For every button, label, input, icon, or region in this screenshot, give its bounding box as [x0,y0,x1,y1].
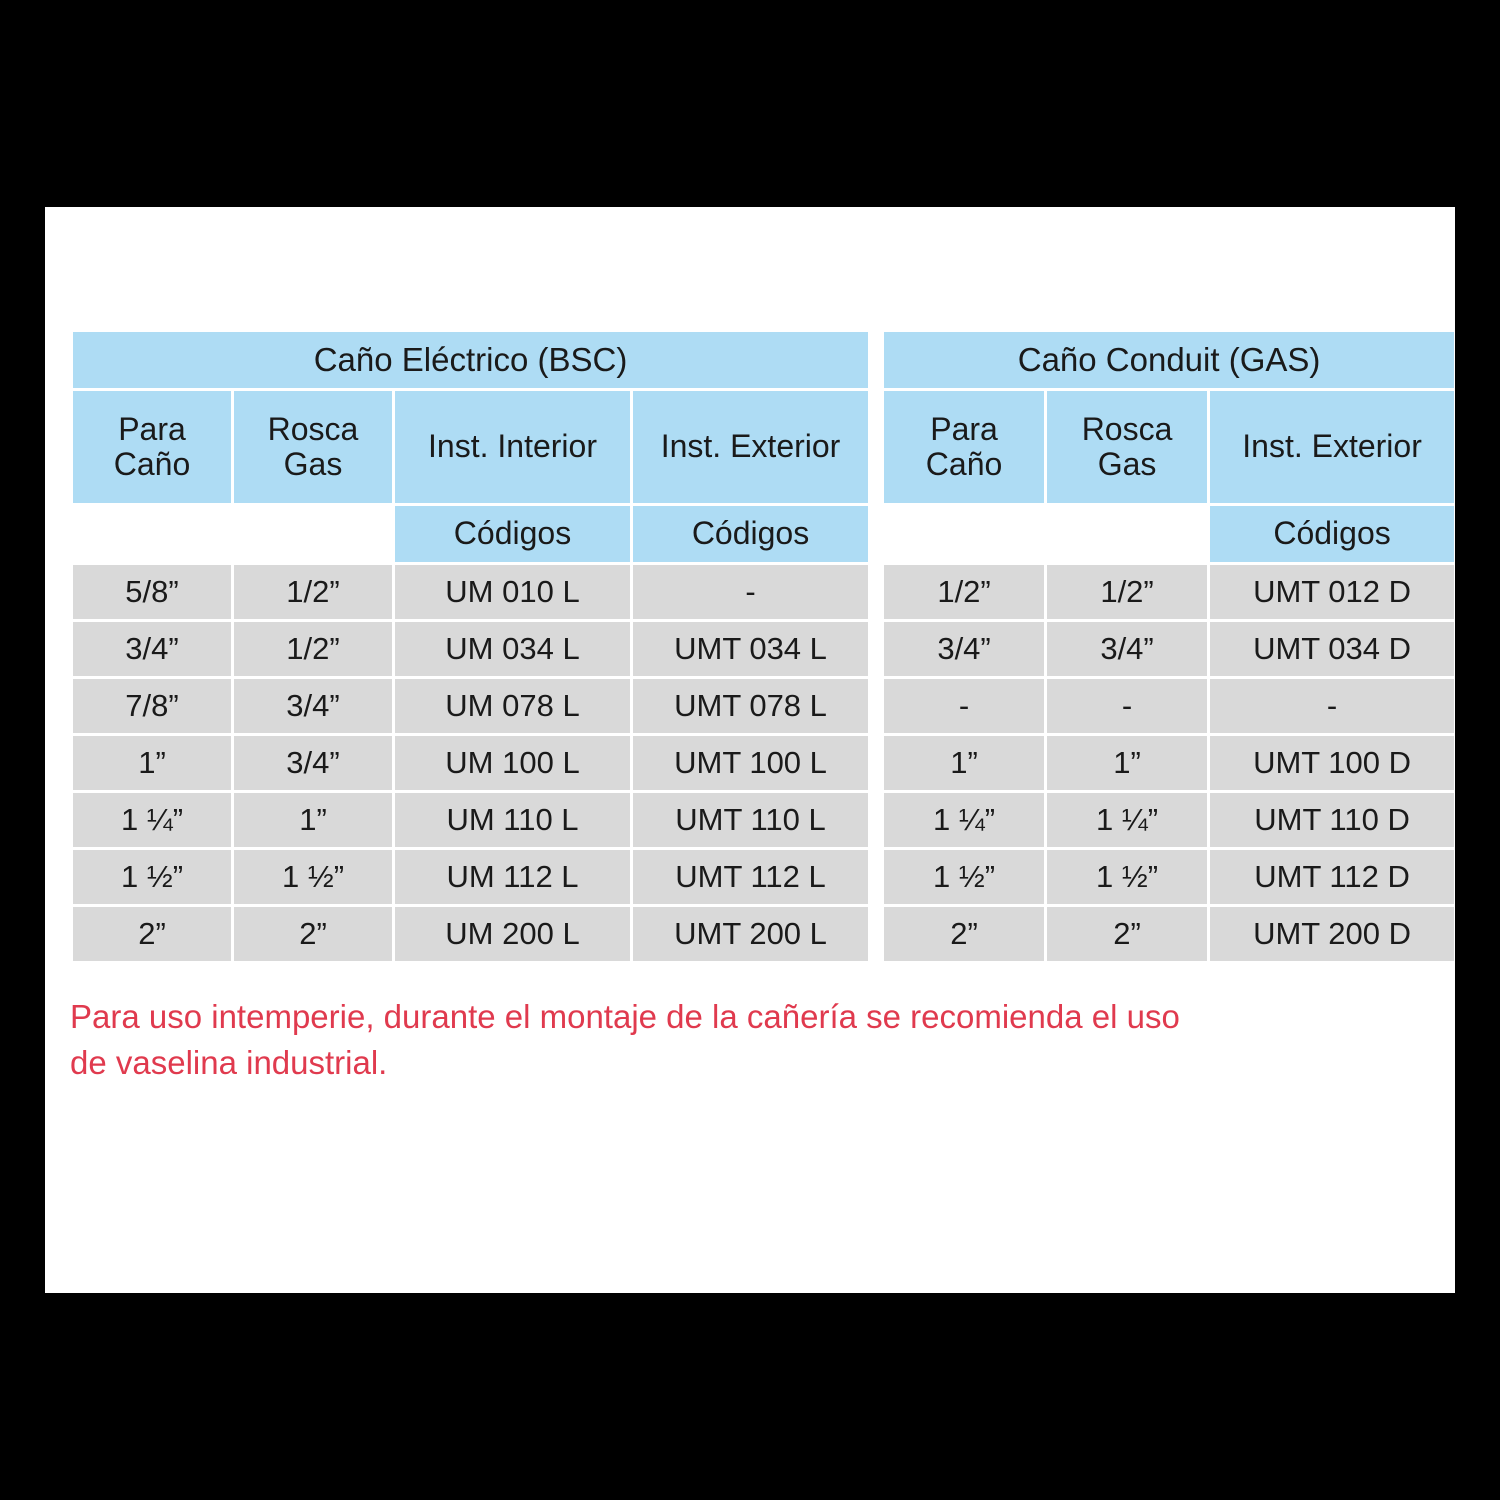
cell-codigo-exterior-gas: UMT 100 D [1210,736,1454,790]
column-header-rosca-gas-gas [1047,391,1207,503]
column-header-inst-exterior-gas: Inst. Exterior [1210,391,1454,503]
cell-rosca-gas-bsc: 2” [234,907,392,961]
cell-codigo-interior: UM 100 L [395,736,630,790]
column-header-line1: Rosca [267,410,359,447]
subheader-spacer-2 [234,506,392,562]
subheader-spacer-5 [1047,506,1207,562]
cell-codigo-interior: UM 010 L [395,565,630,619]
cell-para-cano-bsc: 5/8” [73,565,231,619]
cell-rosca-gas-gas: 3/4” [1047,622,1207,676]
cell-para-cano-bsc: 1 ½” [73,850,231,904]
column-header-line2: Gas [283,446,343,482]
subheader-spacer-3 [871,506,881,562]
cell-codigo-exterior-gas: UMT 110 D [1210,793,1454,847]
cell-codigo-exterior-gas: UMT 034 D [1210,622,1454,676]
cell-para-cano-bsc: 3/4” [73,622,231,676]
column-header-inst-exterior-bsc: Inst. Exterior [633,391,868,503]
subheader-codigos-interior: Códigos [395,506,630,562]
cell-spacer [871,679,881,733]
cell-para-cano-bsc: 1” [73,736,231,790]
cell-rosca-gas-gas: 1” [1047,736,1207,790]
cell-para-cano-bsc: 2” [73,907,231,961]
cell-spacer [871,793,881,847]
cell-rosca-gas-gas: - [1047,679,1207,733]
table-column-header-row [73,391,1454,503]
cell-para-cano-bsc: 7/8” [73,679,231,733]
cell-codigo-interior: UM 110 L [395,793,630,847]
cell-rosca-gas-bsc: 3/4” [234,679,392,733]
cell-para-cano-gas: 2” [884,907,1044,961]
group-header-gas: Caño Conduit (GAS) [884,332,1454,388]
subheader-spacer-4 [884,506,1044,562]
cell-rosca-gas-bsc: 1” [234,793,392,847]
table-row [73,622,1454,676]
column-header-line1: Rosca [1081,410,1173,447]
cell-codigo-exterior-gas: UMT 012 D [1210,565,1454,619]
pipe-codes-table [70,329,1457,964]
cell-para-cano-bsc: 1 ¼” [73,793,231,847]
cell-spacer [871,736,881,790]
cell-para-cano-gas: 1” [884,736,1044,790]
column-header-para-cano-gas [884,391,1044,503]
column-header-line2: Caño [925,446,1003,482]
group-header-spacer [871,332,881,388]
cell-codigo-exterior-bsc: UMT 110 L [633,793,868,847]
cell-codigo-interior: UM 112 L [395,850,630,904]
table-subheader-row [73,506,1454,562]
cell-spacer [871,850,881,904]
cell-codigo-exterior-bsc: - [633,565,868,619]
column-header-spacer [871,391,881,503]
footnote [70,994,1340,1085]
cell-rosca-gas-bsc: 1 ½” [234,850,392,904]
cell-spacer [871,565,881,619]
document-content [70,329,1430,1085]
group-header-bsc: Caño Eléctrico (BSC) [73,332,868,388]
table-row [73,907,1454,961]
cell-codigo-exterior-gas: UMT 200 D [1210,907,1454,961]
cell-rosca-gas-gas: 1 ½” [1047,850,1207,904]
table-row [73,679,1454,733]
cell-rosca-gas-gas: 1 ¼” [1047,793,1207,847]
cell-rosca-gas-bsc: 1/2” [234,622,392,676]
subheader-codigos-exterior-gas: Códigos [1210,506,1454,562]
cell-para-cano-gas: 3/4” [884,622,1044,676]
column-header-para-cano-bsc [73,391,231,503]
table-row [73,793,1454,847]
cell-codigo-exterior-gas: UMT 112 D [1210,850,1454,904]
column-header-line2: Caño [113,446,191,482]
cell-codigo-exterior-bsc: UMT 112 L [633,850,868,904]
column-header-rosca-gas-bsc [234,391,392,503]
table-row [73,736,1454,790]
column-header-line2: Gas [1097,446,1157,482]
cell-codigo-interior: UM 200 L [395,907,630,961]
cell-rosca-gas-bsc: 1/2” [234,565,392,619]
footnote-line-2: de vaselina industrial. [70,1043,388,1081]
cell-para-cano-gas: - [884,679,1044,733]
column-header-line1: Para [930,410,998,447]
cell-rosca-gas-gas: 1/2” [1047,565,1207,619]
cell-codigo-exterior-bsc: UMT 034 L [633,622,868,676]
column-header-line1: Para [118,410,186,447]
column-header-inst-interior: Inst. Interior [395,391,630,503]
cell-codigo-exterior-bsc: UMT 200 L [633,907,868,961]
table-row [73,850,1454,904]
table-group-header-row [73,332,1454,388]
cell-spacer [871,622,881,676]
footnote-line-1: Para uso intemperie, durante el montaje de la cañería se recomienda el uso [70,998,1180,1035]
cell-para-cano-gas: 1 ½” [884,850,1044,904]
cell-codigo-exterior-gas: - [1210,679,1454,733]
cell-rosca-gas-gas: 2” [1047,907,1207,961]
cell-spacer [871,907,881,961]
document-sheet [45,207,1455,1293]
cell-para-cano-gas: 1/2” [884,565,1044,619]
cell-codigo-interior: UM 034 L [395,622,630,676]
cell-codigo-interior: UM 078 L [395,679,630,733]
subheader-spacer-1 [73,506,231,562]
table-row [73,565,1454,619]
cell-codigo-exterior-bsc: UMT 078 L [633,679,868,733]
subheader-codigos-exterior-bsc: Códigos [633,506,868,562]
cell-para-cano-gas: 1 ¼” [884,793,1044,847]
cell-rosca-gas-bsc: 3/4” [234,736,392,790]
cell-codigo-exterior-bsc: UMT 100 L [633,736,868,790]
